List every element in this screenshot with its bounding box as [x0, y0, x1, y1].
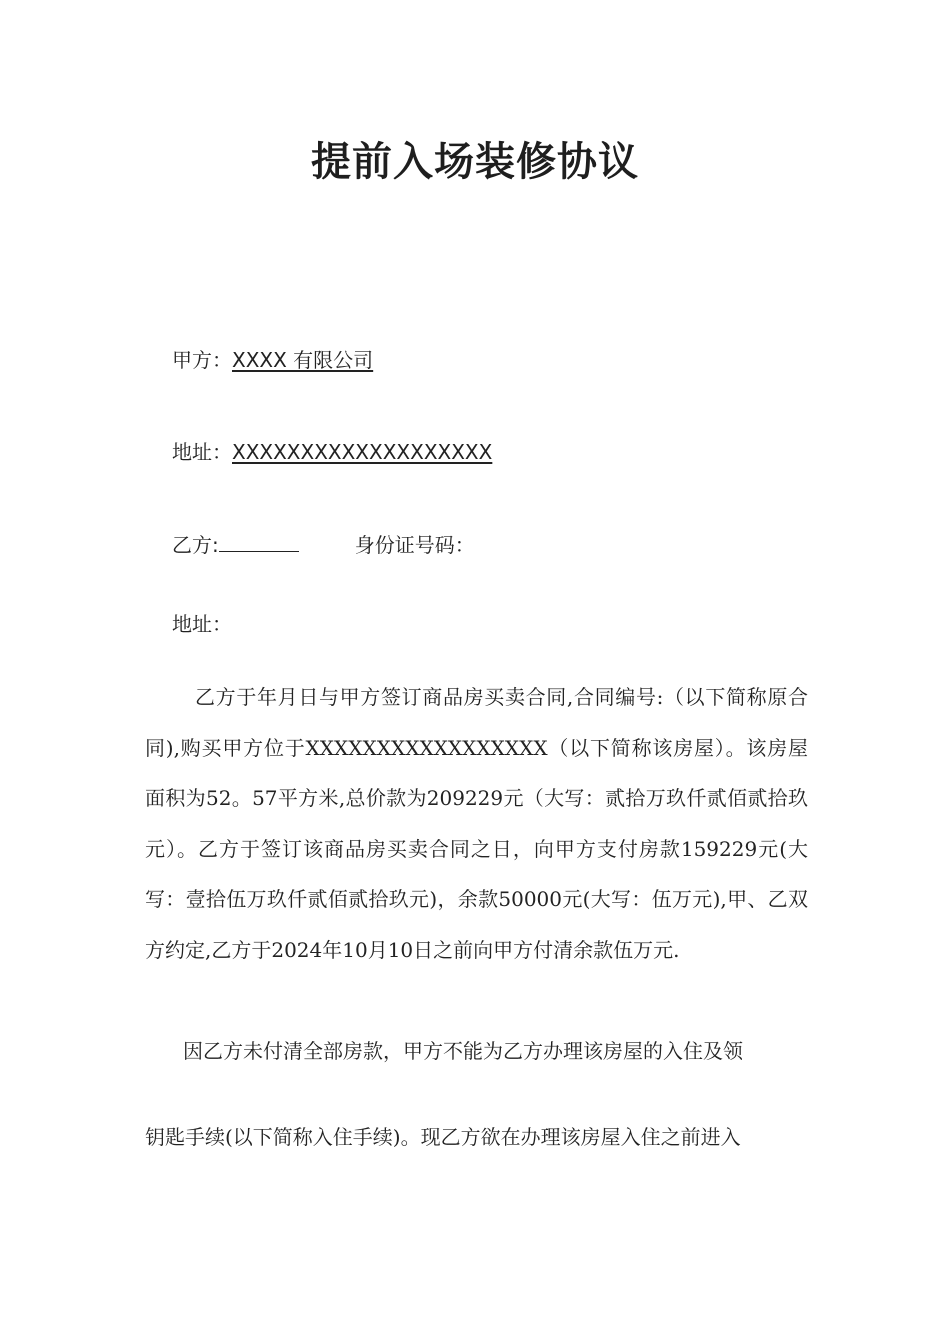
- party-a-address-line: [172, 437, 492, 467]
- party-a-name: XXXX 有限公司: [232, 348, 374, 372]
- party-a-label: 甲方：: [172, 348, 232, 372]
- party-b-address-label: 地址：: [172, 612, 232, 636]
- party-a-address-value: XXXXXXXXXXXXXXXXXXX: [232, 440, 493, 464]
- party-b-label: 乙方:: [172, 533, 219, 557]
- contract-paragraph-2-line-1: 因乙方未付清全部房款，甲方不能为乙方办理该房屋的入住及领: [183, 1039, 743, 1063]
- party-b-address-line: [172, 609, 232, 639]
- party-b-line: [172, 530, 475, 560]
- contract-paragraph-2-line-2: 钥匙手续(以下简称入住手续)。现乙方欲在办理该房屋入住之前进入: [145, 1125, 741, 1149]
- document-title: 提前入场装修协议: [311, 139, 639, 185]
- party-a-line: [172, 345, 373, 375]
- party-a-address-label: 地址：: [172, 440, 232, 464]
- contract-paragraph-1: 乙方于年月日与甲方签订商品房买卖合同,合同编号:（以下简称原合同),购买甲方位于XXXXXXXXXXXXXXXXX（以下简称该房屋）。该房屋面积为52。57平方米,总价款为209229元（大写：贰拾万玖仟贰佰贰拾玖元）。乙方于签订该商品房买卖合同之日，向甲方支付房款159229元(大写：壹拾伍万玖仟贰佰贰拾玖元)，余款50000元(大写：伍万元),甲、乙双方约定,乙方于2024年10月10日之前向甲方付清余款伍万元.: [145, 685, 808, 962]
- party-b-name-blank: [219, 531, 299, 552]
- party-b-id-label: 身份证号码：: [354, 533, 475, 557]
